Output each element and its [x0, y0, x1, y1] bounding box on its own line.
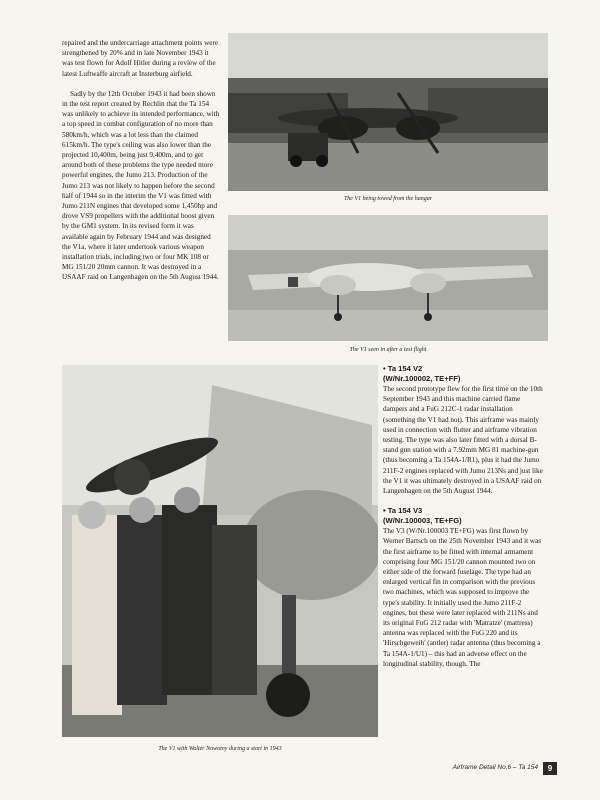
- v3-heading: [383, 506, 543, 526]
- v2-paragraph: The second prototype flew for the first time on the 10th September 1943 and this machine carried flame dampers and a FuG 212C-1 radar installation (something the V1 had not). This airframe was mainly used in connection with flutter and airframe vibration testing. The type was also later fitted with a dorsal B-stand gun station with a 7.92mm MG 81 machine-gun (thus becoming a Ta 154A-1/R1), plus it had the Jumo 211F-2 engines replaced with Jumo 213Ns and just like the V1 it was ultimately destroyed in a USAAF raid on Langenhagen on the 5th August 1944.: [383, 385, 543, 496]
- v2-heading: [383, 364, 543, 384]
- page-footer: [0, 763, 600, 775]
- v3-heading-serial: (W/Nr.100003, TE+FG): [383, 516, 462, 526]
- photo-hangar-tow: [228, 33, 548, 191]
- v2-heading-title: • Ta 154 V2: [383, 364, 423, 373]
- photo-hangar-caption: The V1 being towed from the hangar: [343, 196, 433, 202]
- photo-nowotny: [62, 365, 378, 737]
- page-number: 9: [543, 762, 557, 775]
- footer-title: Airframe Detail No.6 – Ta 154: [452, 764, 538, 771]
- column1-paragraph-1: repaired and the undercarriage attachment points were strengthened by 20% and in late November 1943 it was test flown for Adolf Hitler during a review of the latest Luftwaffe aircraft at Insterburg airfield.: [62, 39, 219, 78]
- photo-nowotny-caption: The V1 with Walter Nowotny during a start in 1943: [158, 746, 282, 752]
- photo-after-flight-caption: The V1 seen in after a test flight: [349, 347, 427, 353]
- v2-heading-serial: (W/Nr.100002, TE+FF): [383, 374, 461, 383]
- photo-after-flight: [228, 215, 548, 341]
- column2-text: [383, 364, 543, 669]
- column1-paragraph-2: Sadly by the 12th October 1943 it had been shown in the test report created by Rechlin that the Ta 154 was unlikely to achieve its intended performance, with a top speed in combat configuration of no more than 580km/h, which was a lot less than the claimed 615km/h. The type's ceiling was also lower than the projected 10,400m, being just 9,400m, and to get around both of these problems the type needed more powerful engines, the Jumo 213. Production of the Jumo 213 was not likely to happen before the second half of 1944 so in the interim the V1 was fitted with Jumo 211N engines that developed some 1,450hp and drove VS9 propellers with the additional boost given by the GM1 system. In its revised form it was available again by February 1944 and was designed the V1a, where it later undertook various weapon installation trials, including two or four MK 108 or MG 151/20 20mm cannon. It was destroyed in a USAAF raid on Langenhagen on the 5th August 1944.: [62, 89, 220, 282]
- v3-heading-title: • Ta 154 V3: [383, 506, 423, 516]
- v3-paragraph: The V3 (W/Nr.100003 TE+FG) was first flown by Werner Bartsch on the 25th November 1943 and it was the first airframe to be fitted with internal armament comprising four MG 151/20 cannon mounted two on either side of the forward fuselage. The type had an enlarged vertical fin in comparison with the previous two machines, which was supposed to improve the type's stability. It initially used the Jumo 211F-2 engines, but these were later replaced with 211Ns and its original FuG 212 radar with 'Matratze' (mattress) antenna was replaced with the FuG 220 and its 'Hirschgeweih' (antler) radar antenna (thus becoming a Ta 154A-1/U1) – this had an adverse effect on the longitudinal stability, though. The: [383, 527, 542, 668]
- column1-text: [62, 38, 220, 293]
